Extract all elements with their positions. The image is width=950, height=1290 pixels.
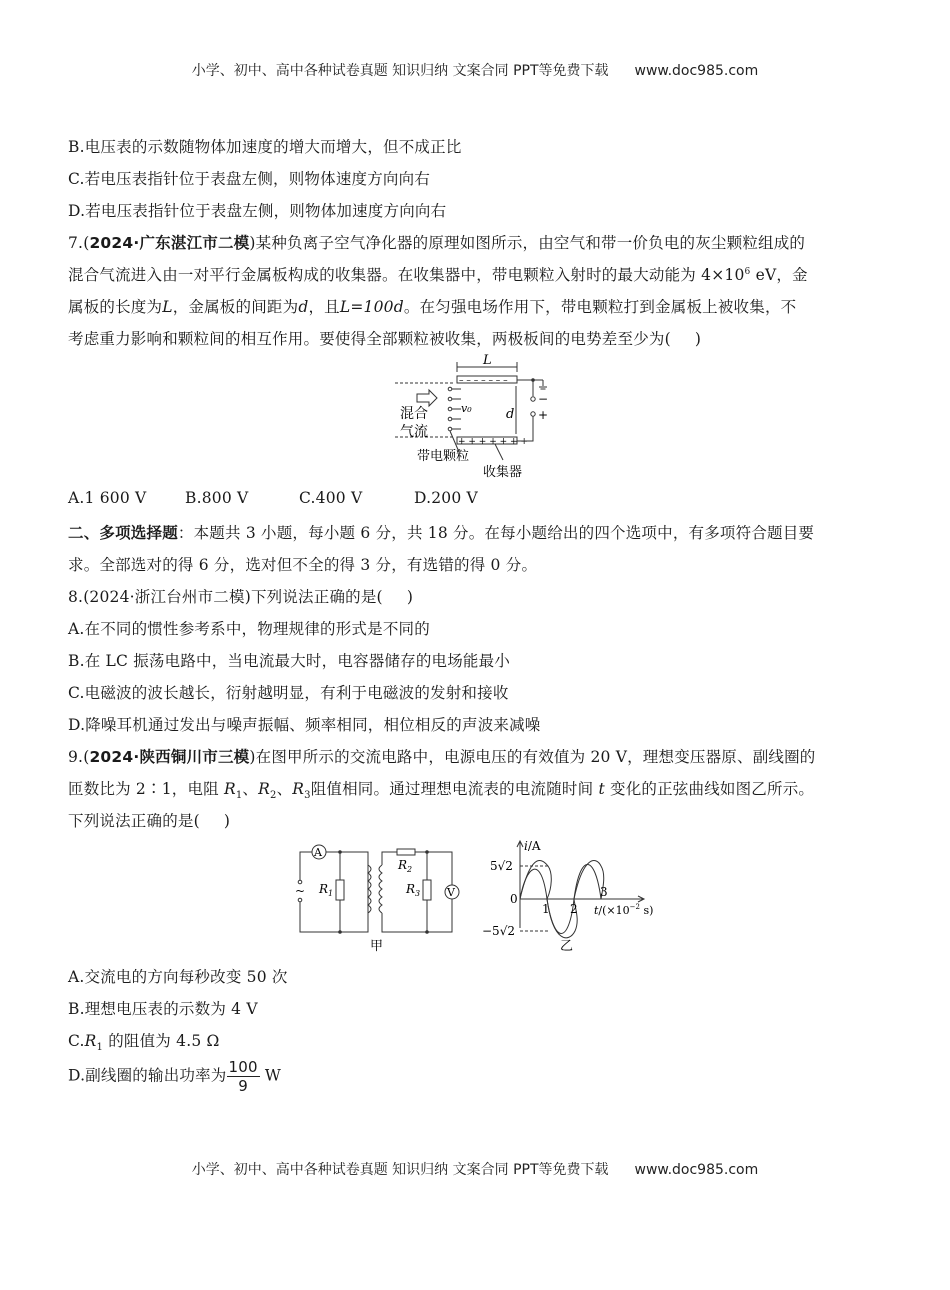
circuit-diagram-jia (290, 840, 470, 955)
q8-option-a[interactable]: A.在不同的惯性参考系中，物理规律的形式是不同的 (68, 620, 430, 638)
q9-source: 2024·陕西铜川市三模 (89, 748, 250, 766)
q9-option-a[interactable]: A.交流电的方向每秒改变 50 次 (68, 968, 288, 986)
q9-stem-line3: 下列说法正确的是( ) (68, 812, 231, 830)
svg-text:v₀: v₀ (461, 402, 472, 415)
svg-text:+: + (538, 408, 549, 422)
q7-option-b[interactable]: B.800 V (185, 489, 249, 507)
svg-text:d: d (506, 407, 515, 422)
svg-text:0: 0 (510, 892, 518, 906)
svg-text:2: 2 (570, 902, 578, 916)
q7-option-c[interactable]: C.400 V (299, 489, 363, 507)
svg-text:– – – – – – –: – – – – – – – (459, 376, 508, 386)
svg-text:R1: $R_1$ (319, 882, 334, 898)
svg-text:A: A (314, 846, 322, 859)
q7-stem-line2: 混合气流进入由一对平行金属板构成的收集器。在收集器中，带电颗粒入射时的最大动能为 $4\times 10^6$ eV，金 (68, 266, 808, 284)
svg-text:t/(×10−2 s): $t/(\times 10^{-2}$ s) (594, 903, 654, 917)
q9-option-d[interactable]: D.副线圈的输出功率为 $\frac{100}{9}$ W (68, 1058, 282, 1095)
svg-text:3: 3 (600, 885, 608, 899)
svg-text:1: 1 (542, 902, 550, 916)
svg-text:L: L (483, 353, 492, 368)
page-footer: 小学、初中、高中各种试卷真题 知识归纳 文案合同 PPT等免费下载 www.doc985.com (191, 1162, 759, 1178)
svg-text:气流: 气流 (400, 424, 428, 440)
svg-text:收集器: 收集器 (483, 465, 523, 480)
footer-url[interactable]: www.doc985.com (634, 1162, 759, 1178)
q8-option-b[interactable]: B.在 LC 振荡电路中，当电流最大时，电容器储存的电场能最小 (68, 652, 511, 670)
q7-source: 2024·广东湛江市二模 (89, 234, 250, 252)
q9-stem-line1: 9.(2024·陕西铜川市三模)在图甲所示的交流电路中，电源电压的有效值为 20 V，理想变压器原、副线圈的 (68, 748, 816, 766)
section2-desc: 求。全部选对的得 6 分，选对但不全的得 3 分，有选错的得 0 分。 (68, 556, 538, 574)
svg-text:i/A: i/A (524, 839, 541, 853)
svg-text:5√2: 5√2 (490, 859, 513, 873)
svg-text:R3: $R_3$ (406, 882, 421, 898)
svg-text:乙: 乙 (560, 939, 574, 954)
svg-text:−5√2: −5√2 (482, 924, 515, 938)
q6-option-b: B.电压表的示数随物体加速度的增大而增大，但不成正比 (68, 138, 462, 156)
q7-option-a[interactable]: A.1 600 V (68, 489, 147, 507)
svg-text:甲: 甲 (370, 939, 384, 954)
section2-heading: 二、多项选择题：本题共 3 小题，每小题 6 分，共 18 分。在每小题给出的四个选项中，有多项符合题目要 (68, 524, 815, 542)
q7-options (68, 489, 478, 507)
header-url[interactable]: www.doc985.com (634, 63, 759, 79)
svg-text:+ + + + + + +: + + + + + + + (458, 437, 528, 447)
svg-text:带电颗粒: 带电颗粒 (417, 449, 470, 464)
svg-text:R2: $R_2$ (398, 858, 413, 874)
svg-text:~: ~ (295, 884, 306, 898)
page-header: 小学、初中、高中各种试卷真题 知识归纳 文案合同 PPT等免费下载 www.doc985.com (191, 63, 759, 79)
q7-stem-line3: 属板的长度为L，金属板的间距为d，且L=100d。在匀强电场作用下，带电颗粒打到金属板上被收集，不 (68, 298, 797, 316)
q9-stem-line2: 匝数比为 2∶1，电阻 $R_1$、$R_2$、$R_3$阻值相同。通过理想电流表的电流随时间 t 变化的正弦曲线如图乙所示。 (68, 780, 815, 802)
q7-stem-line1: 7.(2024·广东湛江市二模)某种负离子空气净化器的原理如图所示，由空气和带一价负电的灰尘颗粒组成的 (68, 234, 806, 252)
q7-option-d[interactable]: D.200 V (414, 489, 478, 507)
svg-text:混合: 混合 (400, 406, 428, 422)
q7-stem-line4: 考虑重力影响和颗粒间的相互作用。要使得全部颗粒被收集，两极板间的电势差至少为( ) (68, 330, 702, 348)
q8-option-c[interactable]: C.电磁波的波长越长，衍射越明显，有利于电磁波的发射和接收 (68, 684, 509, 702)
q9-option-c[interactable]: $C.R_1$ 的阻值为 4.5 Ω (68, 1032, 220, 1054)
section2-title: 二、多项选择题 (68, 524, 178, 542)
q8-stem: 8.(2024·浙江台州市二模)下列说法正确的是( ) (68, 588, 414, 606)
fraction: $\frac{100}{9}$ (228, 1058, 258, 1095)
svg-text:V: V (447, 886, 455, 899)
q6-option-d: D.若电压表指针位于表盘左侧，则物体加速度方向向右 (68, 202, 447, 220)
q8-option-d[interactable]: D.降噪耳机通过发出与噪声振幅、频率相同，相位相反的声波来减噪 (68, 716, 541, 734)
q6-option-c: C.若电压表指针位于表盘左侧，则物体速度方向向右 (68, 170, 431, 188)
svg-text:−: − (538, 392, 549, 406)
q9-option-b[interactable]: B.理想电压表的示数为 4 V (68, 1000, 258, 1018)
current-time-chart-yi (478, 838, 663, 956)
collector-diagram (395, 352, 595, 480)
